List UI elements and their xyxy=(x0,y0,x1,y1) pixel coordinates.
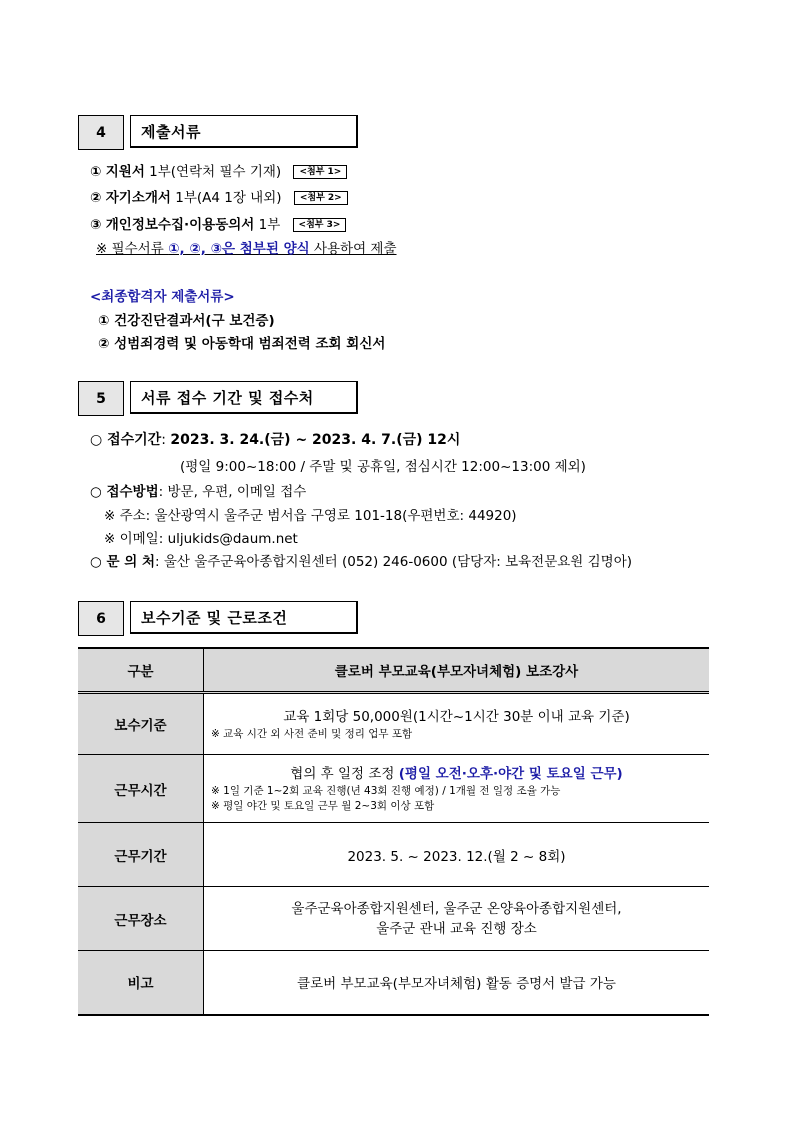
table-row xyxy=(78,887,709,951)
doc-item: ② 자기소개서 1부(A4 1장 내외) <첨부 2> xyxy=(90,186,348,206)
address-line: ※ 주소: 울산광역시 울주군 범서읍 구영로 101-18(우편번호: 44920) xyxy=(104,508,517,524)
contact-line: ○ 문 의 처: 울산 울주군육아종합지원센터 (052) 246-0600 (담당자: 보육전문요원 김명아) xyxy=(90,554,633,570)
doc-item: ① 지원서 1부(연락처 필수 기재) <첨부 1> xyxy=(90,160,347,180)
table-header-row xyxy=(78,648,709,693)
row-label: 근무장소 xyxy=(78,887,204,951)
conditions-table xyxy=(78,647,709,1016)
header-value: 클로버 부모교육(부모자녀체험) 보조강사 xyxy=(204,648,710,693)
section-title: 제출서류 xyxy=(130,115,358,148)
attachment-tag: <첨부 3> xyxy=(293,218,347,232)
row-value: 협의 후 일정 조정 (평일 오전·오후·야간 및 토요일 근무) ※ 1일 기준 1~2회 교육 진행(년 43회 진행 예정) / 1개월 전 일정 조율 가능 ※ 평일 야간 및 토요일 근무 월 2~3회 이상 포함 xyxy=(204,755,710,823)
email-line: ※ 이메일: uljukids@daum.net xyxy=(104,531,298,547)
section-title: 보수기준 및 근로조건 xyxy=(130,601,358,634)
doc-item: ③ 개인정보수집·이용동의서 1부 <첨부 3> xyxy=(90,213,346,233)
row-label: 보수기준 xyxy=(78,693,204,755)
section-number: 4 xyxy=(78,115,124,150)
table-row xyxy=(78,951,709,1015)
row-label: 비고 xyxy=(78,951,204,1015)
method-line: ○ 접수방법: 방문, 우편, 이메일 접수 xyxy=(90,484,307,500)
table-row xyxy=(78,693,709,755)
period-line: ○ 접수기간: 2023. 3. 24.(금) ~ 2023. 4. 7.(금) 12시 xyxy=(90,432,461,448)
header-label: 구분 xyxy=(78,648,204,693)
section-title: 서류 접수 기간 및 접수처 xyxy=(130,381,358,414)
section-number: 5 xyxy=(78,381,124,416)
final-doc-item: ① 건강진단결과서(구 보건증) xyxy=(98,313,275,329)
final-doc-item: ② 성범죄경력 및 아동학대 범죄전력 조회 회신서 xyxy=(98,336,386,352)
row-value: 2023. 5. ~ 2023. 12.(월 2 ~ 8회) xyxy=(204,823,710,887)
attachment-tag: <첨부 2> xyxy=(294,191,348,205)
attachment-tag: <첨부 1> xyxy=(293,165,347,179)
row-label: 근무기간 xyxy=(78,823,204,887)
row-value: 울주군육아종합지원센터, 울주군 온양육아종합지원센터, 울주군 관내 교육 진행 장소 xyxy=(204,887,710,951)
period-note: (평일 9:00~18:00 / 주말 및 공휴일, 점심시간 12:00~13:00 제외) xyxy=(180,459,586,475)
section-number: 6 xyxy=(78,601,124,636)
row-label: 근무시간 xyxy=(78,755,204,823)
final-docs-title: <최종합격자 제출서류> xyxy=(90,289,235,305)
row-value: 교육 1회당 50,000원(1시간~1시간 30분 이내 교육 기준) ※ 교육 시간 외 사전 준비 및 정리 업무 포함 xyxy=(204,693,710,755)
row-value: 클로버 부모교육(부모자녀체험) 활동 증명서 발급 가능 xyxy=(204,951,710,1015)
table-row xyxy=(78,755,709,823)
table-row xyxy=(78,823,709,887)
required-note: ※ 필수서류 ①, ②, ③은 첨부된 양식 사용하여 제출 xyxy=(96,241,397,257)
